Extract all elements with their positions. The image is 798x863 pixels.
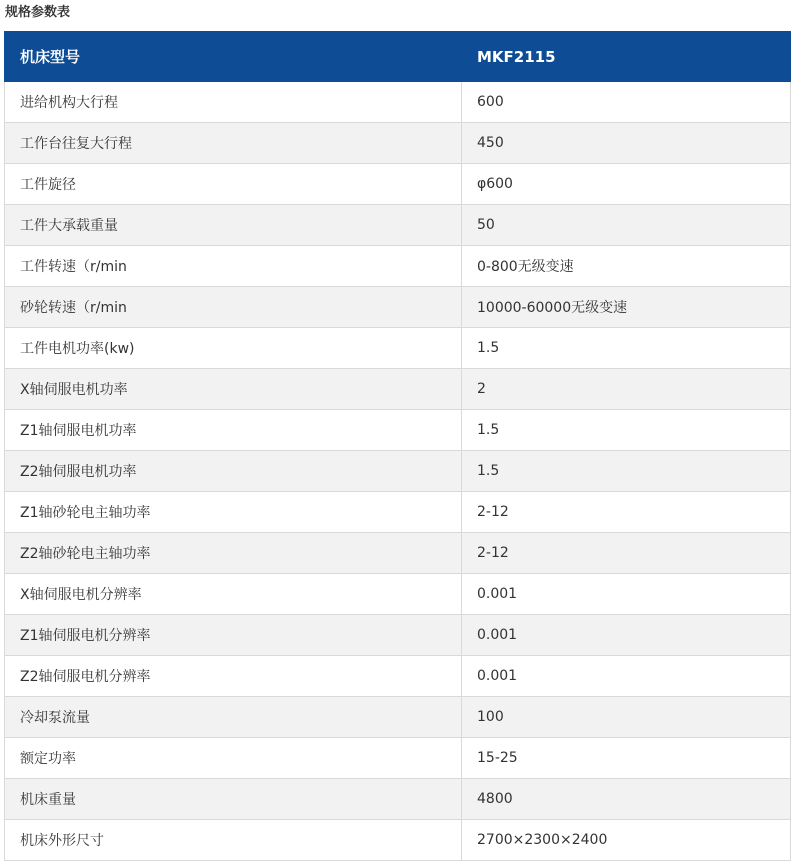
table-row	[5, 82, 791, 123]
table-row	[5, 205, 791, 246]
param-value-cell: 0.001	[462, 656, 791, 697]
param-name-cell: Z2轴伺服电机分辨率	[5, 656, 462, 697]
param-name-cell: Z2轴砂轮电主轴功率	[5, 533, 462, 574]
param-name-cell: 机床外形尺寸	[5, 820, 462, 861]
table-row	[5, 369, 791, 410]
param-name-cell: 进给机构大行程	[5, 82, 462, 123]
param-name-cell: Z1轴砂轮电主轴功率	[5, 492, 462, 533]
param-name-cell: 工作台往复大行程	[5, 123, 462, 164]
param-value-cell: 100	[462, 697, 791, 738]
table-row	[5, 615, 791, 656]
param-name-cell: X轴伺服电机功率	[5, 369, 462, 410]
header-value-cell: MKF2115	[462, 32, 791, 82]
header-name-cell: 机床型号	[5, 32, 462, 82]
table-row	[5, 779, 791, 820]
table-header-row	[5, 32, 791, 82]
param-value-cell: 600	[462, 82, 791, 123]
param-value-cell: 1.5	[462, 410, 791, 451]
table-row	[5, 328, 791, 369]
param-value-cell: 0.001	[462, 615, 791, 656]
table-row	[5, 492, 791, 533]
table-row	[5, 123, 791, 164]
param-name-cell: 砂轮转速（r/min	[5, 287, 462, 328]
param-name-cell: Z1轴伺服电机分辨率	[5, 615, 462, 656]
param-value-cell: 0.001	[462, 574, 791, 615]
param-name-cell: Z1轴伺服电机功率	[5, 410, 462, 451]
param-value-cell: 450	[462, 123, 791, 164]
page-title: 规格参数表	[5, 5, 71, 20]
param-value-cell: 4800	[462, 779, 791, 820]
table-row	[5, 697, 791, 738]
param-value-cell: 50	[462, 205, 791, 246]
table-row	[5, 656, 791, 697]
param-value-cell: φ600	[462, 164, 791, 205]
param-value-cell: 1.5	[462, 328, 791, 369]
table-row	[5, 820, 791, 861]
param-name-cell: 工件大承载重量	[5, 205, 462, 246]
param-name-cell: Z2轴伺服电机功率	[5, 451, 462, 492]
param-name-cell: 机床重量	[5, 779, 462, 820]
table-row	[5, 574, 791, 615]
param-value-cell: 0-800无级变速	[462, 246, 791, 287]
param-name-cell: 工件电机功率(kw)	[5, 328, 462, 369]
param-value-cell: 2	[462, 369, 791, 410]
table-row	[5, 410, 791, 451]
table-row	[5, 738, 791, 779]
param-value-cell: 2700×2300×2400	[462, 820, 791, 861]
param-value-cell: 10000-60000无级变速	[462, 287, 791, 328]
param-value-cell: 2-12	[462, 533, 791, 574]
table-row	[5, 164, 791, 205]
param-name-cell: 工件转速（r/min	[5, 246, 462, 287]
table-body	[5, 82, 791, 861]
param-value-cell: 1.5	[462, 451, 791, 492]
table-row	[5, 451, 791, 492]
param-name-cell: X轴伺服电机分辨率	[5, 574, 462, 615]
param-name-cell: 工件旋径	[5, 164, 462, 205]
table-row	[5, 246, 791, 287]
param-value-cell: 2-12	[462, 492, 791, 533]
spec-table	[4, 31, 791, 861]
table-row	[5, 533, 791, 574]
param-name-cell: 额定功率	[5, 738, 462, 779]
param-name-cell: 冷却泵流量	[5, 697, 462, 738]
table-row	[5, 287, 791, 328]
param-value-cell: 15-25	[462, 738, 791, 779]
